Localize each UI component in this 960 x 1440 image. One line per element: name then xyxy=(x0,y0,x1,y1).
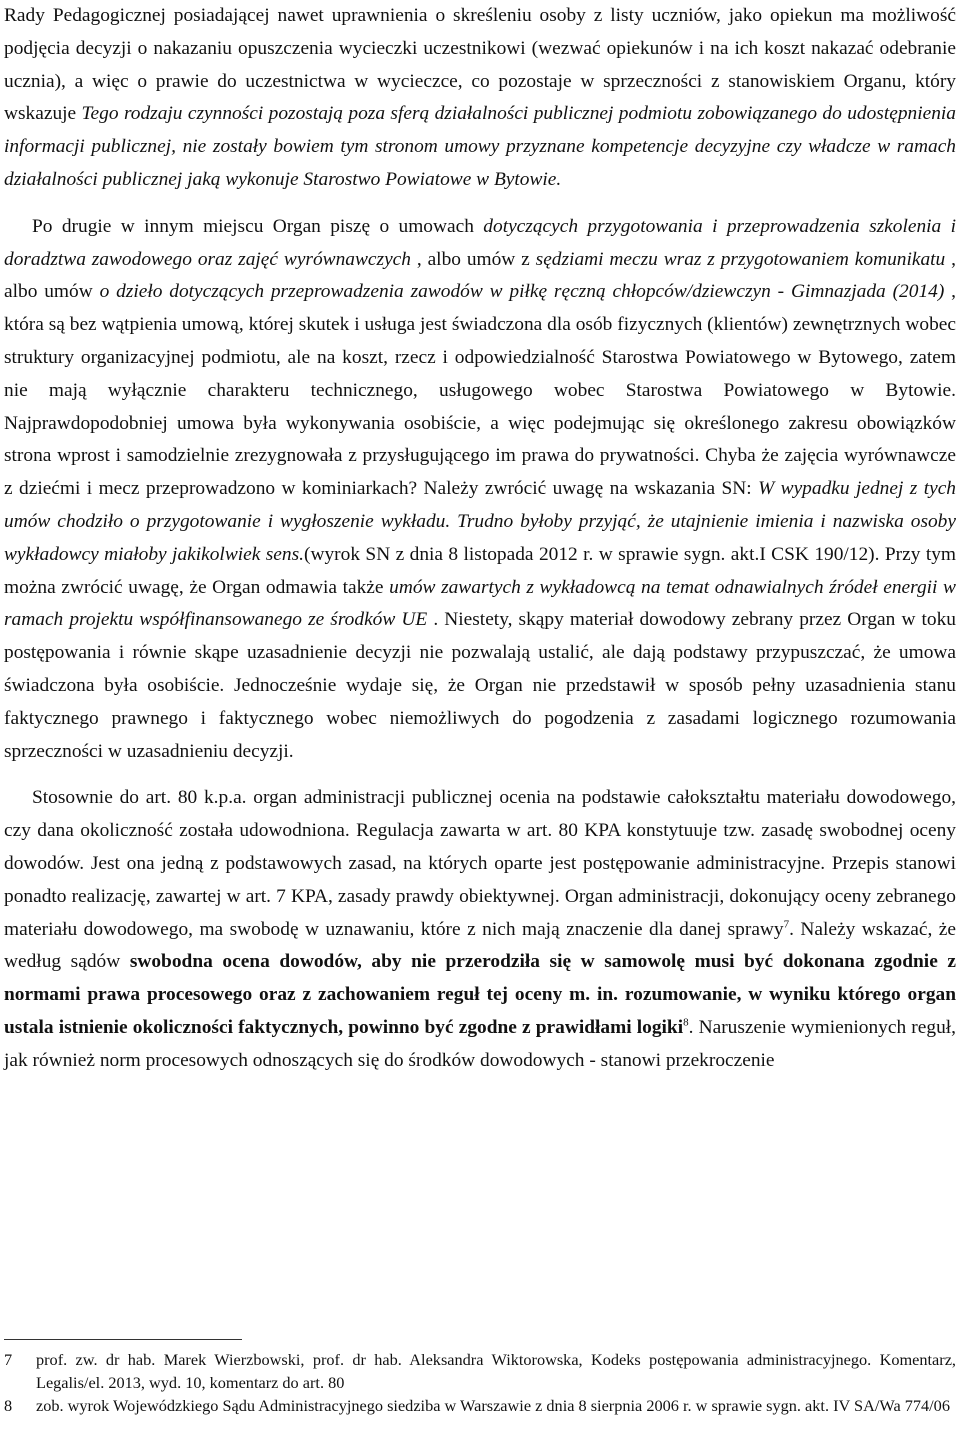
text-run: sędziami meczu wraz z przygotowaniem komunikatu xyxy=(535,248,946,270)
footnote-8 xyxy=(4,1394,956,1417)
text-run: o dzieło dotyczących przeprowadzenia zawodów w piłkę ręczną chłopców/dziewczyn - Gimnazjada (2014) xyxy=(99,281,945,303)
footnote-separator xyxy=(4,1339,242,1340)
footnote-7 xyxy=(4,1348,956,1394)
text-run: . Naruszenie wymienionych reguł, jak również norm procesowych odnoszących się do środków dowodowych - stanowi przekroczenie xyxy=(4,1016,956,1071)
text-run: Stosownie do art. 80 k.p.a. organ administracji publicznej ocenia na podstawie całokształtu materiału dowodowego, czy dana okoliczność została udowodniona. Regulacja zawarta w art. 80 KPA konstytuuje tzw. zasadę swobodnej oceny dowodów. Jest ona jedną z podstawowych zasad, na których oparte jest postępowanie administracyjne. Przepis stanowi ponadto realizację, zawartej w art. 7 KPA, zasady prawdy obiektywnej. Organ administracji, dokonujący oceny zebranego materiału dowodowego, ma swobodę w uznawaniu, które z nich mają znaczenie dla danej sprawy xyxy=(4,787,956,940)
paragraph-art-80 xyxy=(4,782,956,1077)
text-run: swobodna ocena dowodów, aby nie przerodziła się w samowolę musi być dokonana zgodnie z normami prawa procesowego oraz z zachowaniem reguł tej oceny m. in. rozumowanie, w wyniku którego organ ustala istnienie okoliczności faktycznych, powinno być zgodne z prawidłami logiki xyxy=(4,951,956,1038)
text-run: , która są bez wątpienia umową, której skutek i usługa jest świadczona dla osób fizycznych (klientów) zewnętrznych wobec struktury organizacyjnej podmiotu, ale na koszt, rzecz i odpowiedzialność Starostwa Powiatowego w Bytowego, zatem nie mają wyłącznie charakteru technicznego, usługowego wobec Starostwa Powiatowego w Bytowie. Najprawdopodobniej umowa była wykonywania osobiście, a więc podejmując się określonego zakresu obowiązków strona wprost i samodzielnie zrezygnowała z przysługującego im prawa do prywatności. Chyba że zajęcia wyrównawcze z dziećmi i mecz przeprowadzono w kominiarkach? Należy zwrócić uwagę na wskazania SN: xyxy=(4,281,956,500)
text-run: (wyrok SN z dnia 8 listopada 2012 r. w sprawie sygn. akt.I CSK 190/12). Przy tym można zwrócić uwagę, że Organ odmawia także xyxy=(4,543,957,598)
paragraph-continued xyxy=(4,0,956,197)
footnote-reference: 7 xyxy=(783,918,790,931)
footnote-text: zob. wyrok Wojewódzkiego Sądu Administracyjnego siedziba w Warszawie z dnia 8 sierpnia 2006 r. w sprawie sygn. akt. IV SA/Wa 774/06 xyxy=(36,1396,950,1415)
text-run: , albo umów z xyxy=(410,248,536,270)
footnote-number: 7 xyxy=(4,1350,13,1369)
text-run: Rady Pedagogicznej posiadającej nawet uprawnienia o skreśleniu osoby z listy uczniów, jako opiekun ma możliwość podjęcia decyzji o nakazaniu opuszczenia wycieczki uczestnikowi (wezwać opiekunów i na ich koszt nakazać odebranie ucznia), a więc o prawie do uczestnictwa w wycieczce, co pozostaje w sprzeczności z stanowiskiem Organu, który wskazuje xyxy=(4,5,956,125)
paragraph-second-argument xyxy=(4,211,956,769)
text-run: Po drugie w innym miejscu Organ piszę o umowach xyxy=(32,215,484,237)
text-run: . Należy wskazać, że według sądów xyxy=(4,918,956,973)
text-run: , albo umów xyxy=(4,248,956,303)
footnote-reference: 8 xyxy=(683,1016,689,1029)
text-run: umów zawartych z wykładowcą na temat odnawialnych źródeł energii w ramach projektu współfinansowanego ze środków UE xyxy=(4,576,956,631)
text-run: Tego rodzaju czynności pozostają poza sferą działalności publicznej podmiotu zobowiązanego do udostępnienia informacji publicznej, nie zostały bowiem tym stronom umowy przyznane kompetencje decyzyjne czy władcze w ramach działalności publicznej jaką wykonuje Starostwo Powiatowe w Bytowie. xyxy=(4,103,956,190)
footnote-text: prof. zw. dr hab. Marek Wierzbowski, prof. dr hab. Aleksandra Wiktorowska, Kodeks postępowania administracyjnego. Komentarz, Legalis/el. 2013, wyd. 10, komentarz do art. 80 xyxy=(36,1350,956,1392)
text-run: . Niestety, skąpy materiał dowodowy zebrany przez Organ w toku postępowania i równie skąpe uzasadnienie decyzji nie pozwalają ustalić, ale dają podstawy przypuszczać, że umowa świadczona była osobiście. Jednocześnie wydaje się, że Organ nie przedstawił w sposób pełny uzasadnienia stanu faktycznego prawnego i faktycznego wobec niemożliwych do pogodzenia z zasadami logicznego rozumowania sprzeczności w uzasadnieniu decyzji. xyxy=(4,609,957,762)
text-run: dotyczących przygotowania i przeprowadzenia szkolenia i doradztwa zawodowego oraz zajęć wyrównawczych xyxy=(4,215,956,270)
footnotes xyxy=(4,1348,956,1417)
text-run: W wypadku jednej z tych umów chodziło o przygotowanie i wygłoszenie wykładu. Trudno byłoby przyjąć, że utajnienie imienia i nazwiska osoby wykładowcy miałoby jakikolwiek sens. xyxy=(4,478,956,565)
footnote-number: 8 xyxy=(4,1396,13,1415)
